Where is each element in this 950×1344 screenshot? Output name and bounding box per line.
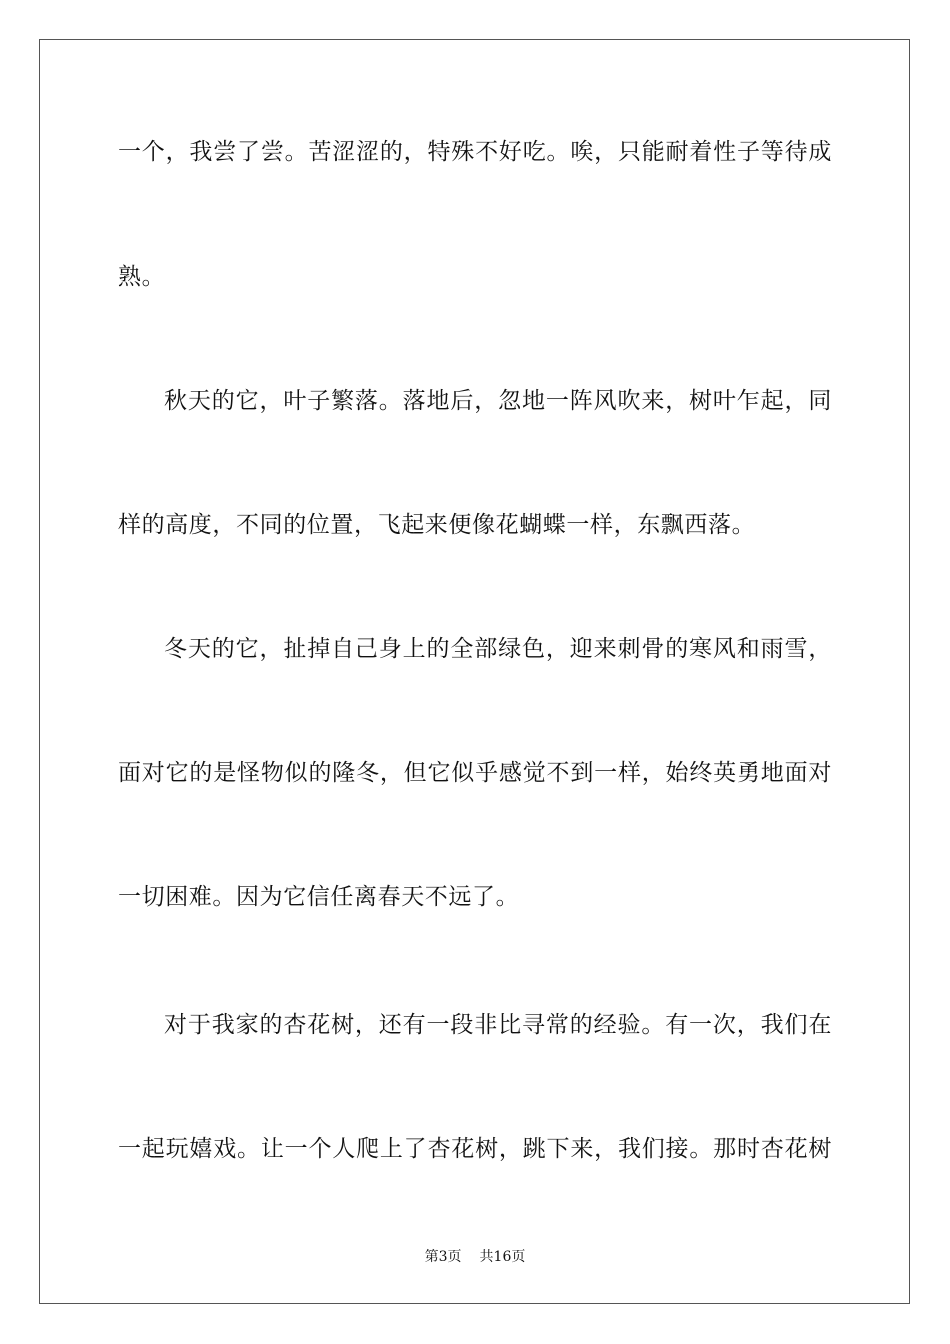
page-number: 第3页 — [424, 1249, 462, 1265]
paragraph-line: 熟。 — [118, 264, 166, 290]
paragraph-line: 一起玩嬉戏。让一个人爬上了杏花树，跳下来，我们接。那时杏花树 — [118, 1136, 832, 1162]
paragraph-line: 面对它的是怪物似的隆冬，但它似乎感觉不到一样，始终英勇地面对 — [118, 760, 832, 786]
paragraph-line: 样的高度，不同的位置，飞起来便像花蝴蝶一样，东飘西落。 — [118, 512, 756, 538]
paragraph-line: 冬天的它，扯掉自己身上的全部绿色，迎来刺骨的寒风和雨雪， — [164, 636, 832, 662]
paragraph-line: 秋天的它，叶子繁落。落地后，忽地一阵风吹来，树叶乍起，同 — [164, 388, 832, 414]
paragraph-line: 一个，我尝了尝。苦涩涩的，特殊不好吃。唉，只能耐着性子等待成 — [118, 139, 832, 165]
page-frame — [39, 39, 910, 1304]
page-total: 共16页 — [479, 1249, 526, 1265]
page-footer — [0, 1248, 950, 1266]
paragraph-line: 对于我家的杏花树，还有一段非比寻常的经验。有一次，我们在 — [164, 1012, 832, 1038]
paragraph-line: 一切困难。因为它信任离春天不远了。 — [118, 884, 520, 910]
